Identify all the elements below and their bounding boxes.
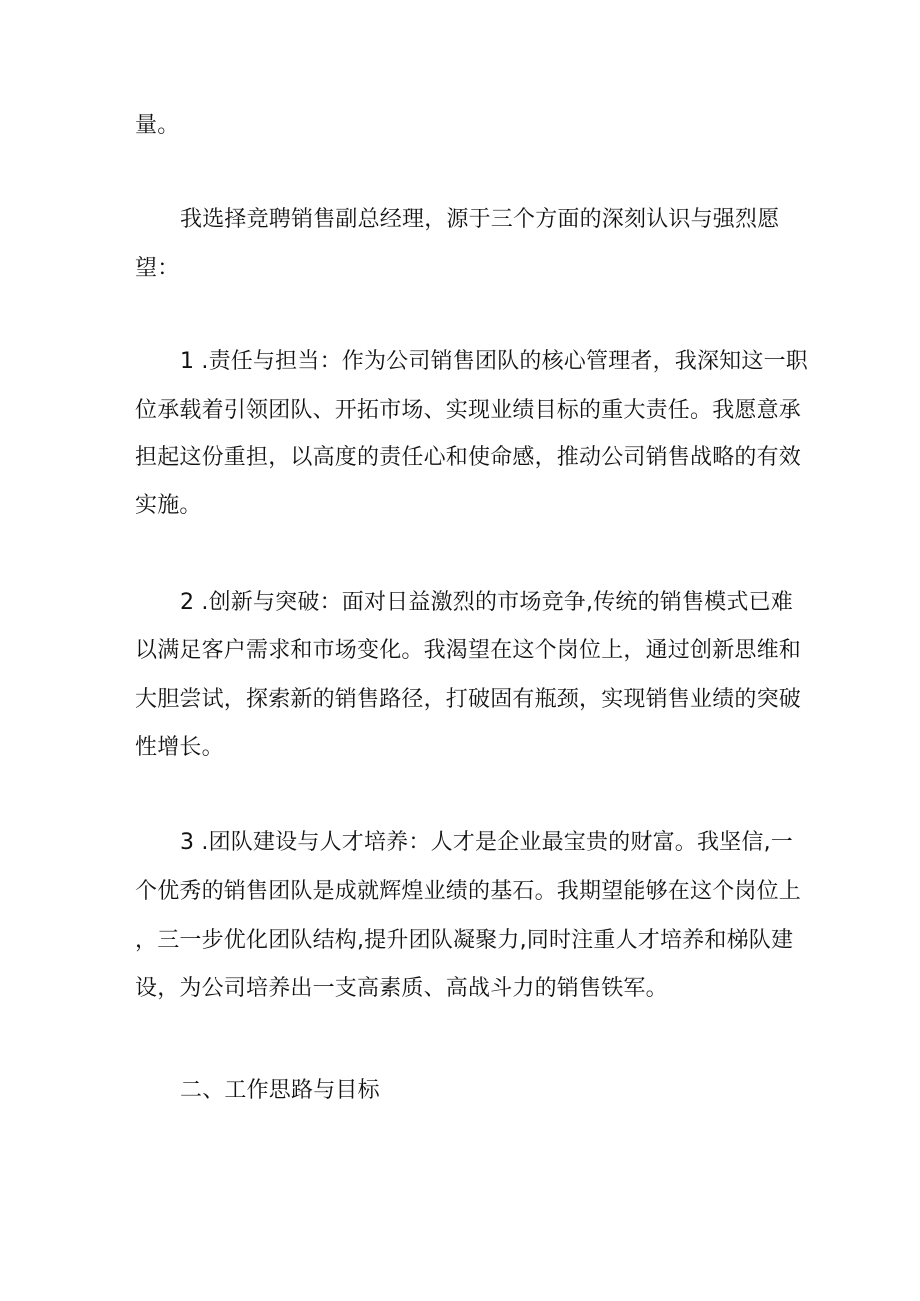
paragraph-line: 担起这份重担，以高度的责任心和使命感，推动公司销售战略的有效 (135, 445, 802, 470)
paragraph-line: ，三一步优化团队结构,提升团队凝聚力,同时注重人才培养和梯队建 (135, 928, 794, 953)
paragraph-line: 实施。 (135, 493, 202, 518)
paragraph-line: 以满足客户需求和市场变化。我渴望在这个岗位上，通过创新思维和 (135, 638, 802, 663)
paragraph-line: 1 .责任与担当：作为公司销售团队的核心管理者，我深知这一职 (180, 349, 808, 374)
paragraph-line: 3 .团队建设与人才培养：人才是企业最宝贵的财富。我坚信,一 (180, 830, 793, 855)
paragraph-line: 个优秀的销售团队是成就辉煌业绩的基石。我期望能够在这个岗位上 (135, 879, 802, 904)
paragraph-line: 望： (135, 256, 180, 281)
paragraph-line: 设，为公司培养出一支高素质、高战斗力的销售铁军。 (135, 976, 668, 1001)
paragraph-line: 位承载着引领团队、开拓市场、实现业绩目标的重大责任。我愿意承 (135, 398, 802, 423)
paragraph-line: 我选择竞聘销售副总经理，源于三个方面的深刻认识与强烈愿 (180, 207, 780, 232)
paragraph-line: 性增长。 (135, 735, 224, 760)
paragraph-line: 大胆尝试，探索新的销售路径，打破固有瓶颈，实现销售业绩的突破 (135, 687, 802, 712)
paragraph-line: 2 .创新与突破：面对日益激烈的市场竞争,传统的销售模式已难 (180, 590, 793, 615)
paragraph-line: 量。 (135, 113, 180, 138)
section-heading: 二、工作思路与目标 (180, 1078, 380, 1103)
